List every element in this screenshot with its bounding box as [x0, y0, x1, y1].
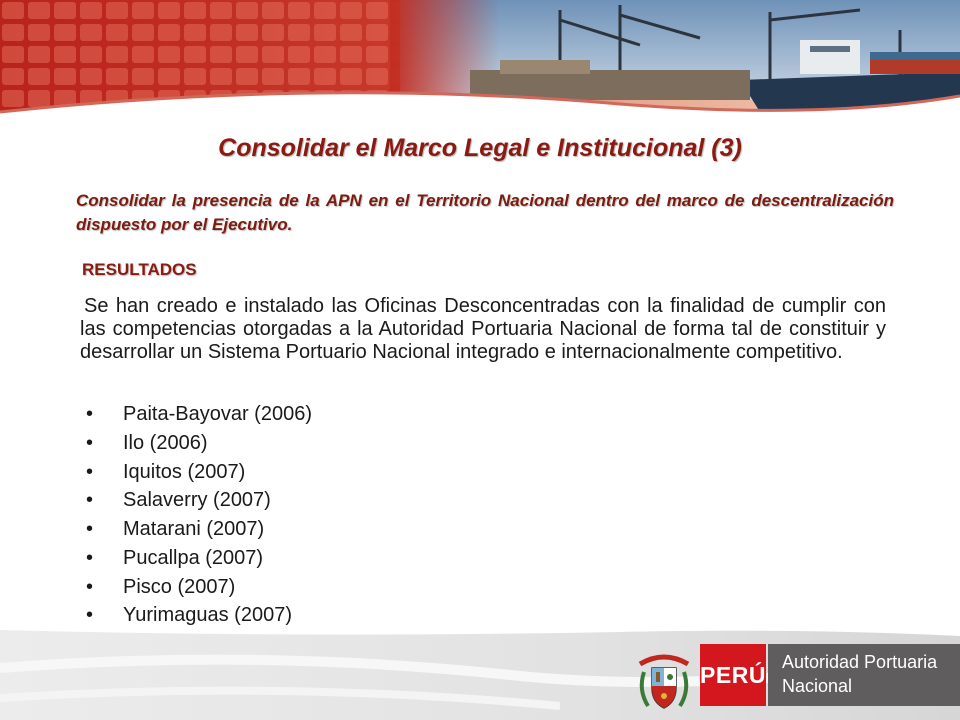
list-item-label: Paita-Bayovar (2006): [123, 403, 312, 425]
header-banner: [0, 0, 960, 128]
bullet-icon: •: [86, 575, 94, 598]
list-item-label: Salaverry (2007): [123, 489, 271, 512]
list-item-label: Ilo (2006): [123, 431, 208, 454]
agency-brand-box: [768, 644, 960, 706]
bullet-icon: •: [86, 431, 94, 454]
list-item-label: Matarani (2007): [123, 518, 265, 540]
section-heading: RESULTADOS: [82, 260, 197, 279]
list-item: [86, 544, 312, 573]
bullet-icon: •: [86, 546, 94, 569]
list-item: [86, 601, 312, 630]
bullet-icon: •: [86, 489, 94, 512]
list-item-label: Yurimaguas (2007): [123, 604, 292, 627]
list-item: [86, 458, 312, 487]
list-item-label: Iquitos (2007): [123, 460, 246, 483]
page-title: Consolidar el Marco Legal e Institucional (3): [218, 134, 742, 162]
peru-coat-of-arms-icon: [634, 650, 694, 714]
subtitle: Consolidar la presencia de la APN en el Territorio Nacional dentro del marco de descentralización dispuesto por el Ejecutivo.: [76, 191, 894, 234]
list-item-label: Pisco (2007): [123, 575, 236, 598]
peru-brand-box: [700, 644, 766, 706]
agency-name-line1: Autoridad Portuaria: [782, 652, 938, 672]
list-item-label: Pucallpa (2007): [123, 546, 264, 569]
bullet-icon: •: [86, 518, 94, 540]
country-name: PERÚ: [700, 661, 766, 688]
list-item: [86, 400, 312, 429]
bullet-icon: •: [86, 604, 94, 627]
list-item: [86, 486, 312, 515]
agency-name-line2: Nacional: [782, 676, 853, 696]
list-item: [86, 573, 312, 602]
list-item: [86, 429, 312, 458]
port-banner-image: [0, 0, 960, 128]
results-paragraph: Se han creado e instalado las Oficinas Desconcentradas con la finalidad de cumplir con las competencias otorgadas a la Autoridad Portuaria Nacional de forma tal de constituir y desarrollar un Sistema Portuario Nacional integrado e internacionalmente competitivo.: [80, 295, 886, 363]
list-item: [86, 515, 312, 544]
bullet-icon: •: [86, 460, 94, 483]
results-list: [86, 400, 312, 659]
bullet-icon: •: [86, 403, 94, 425]
